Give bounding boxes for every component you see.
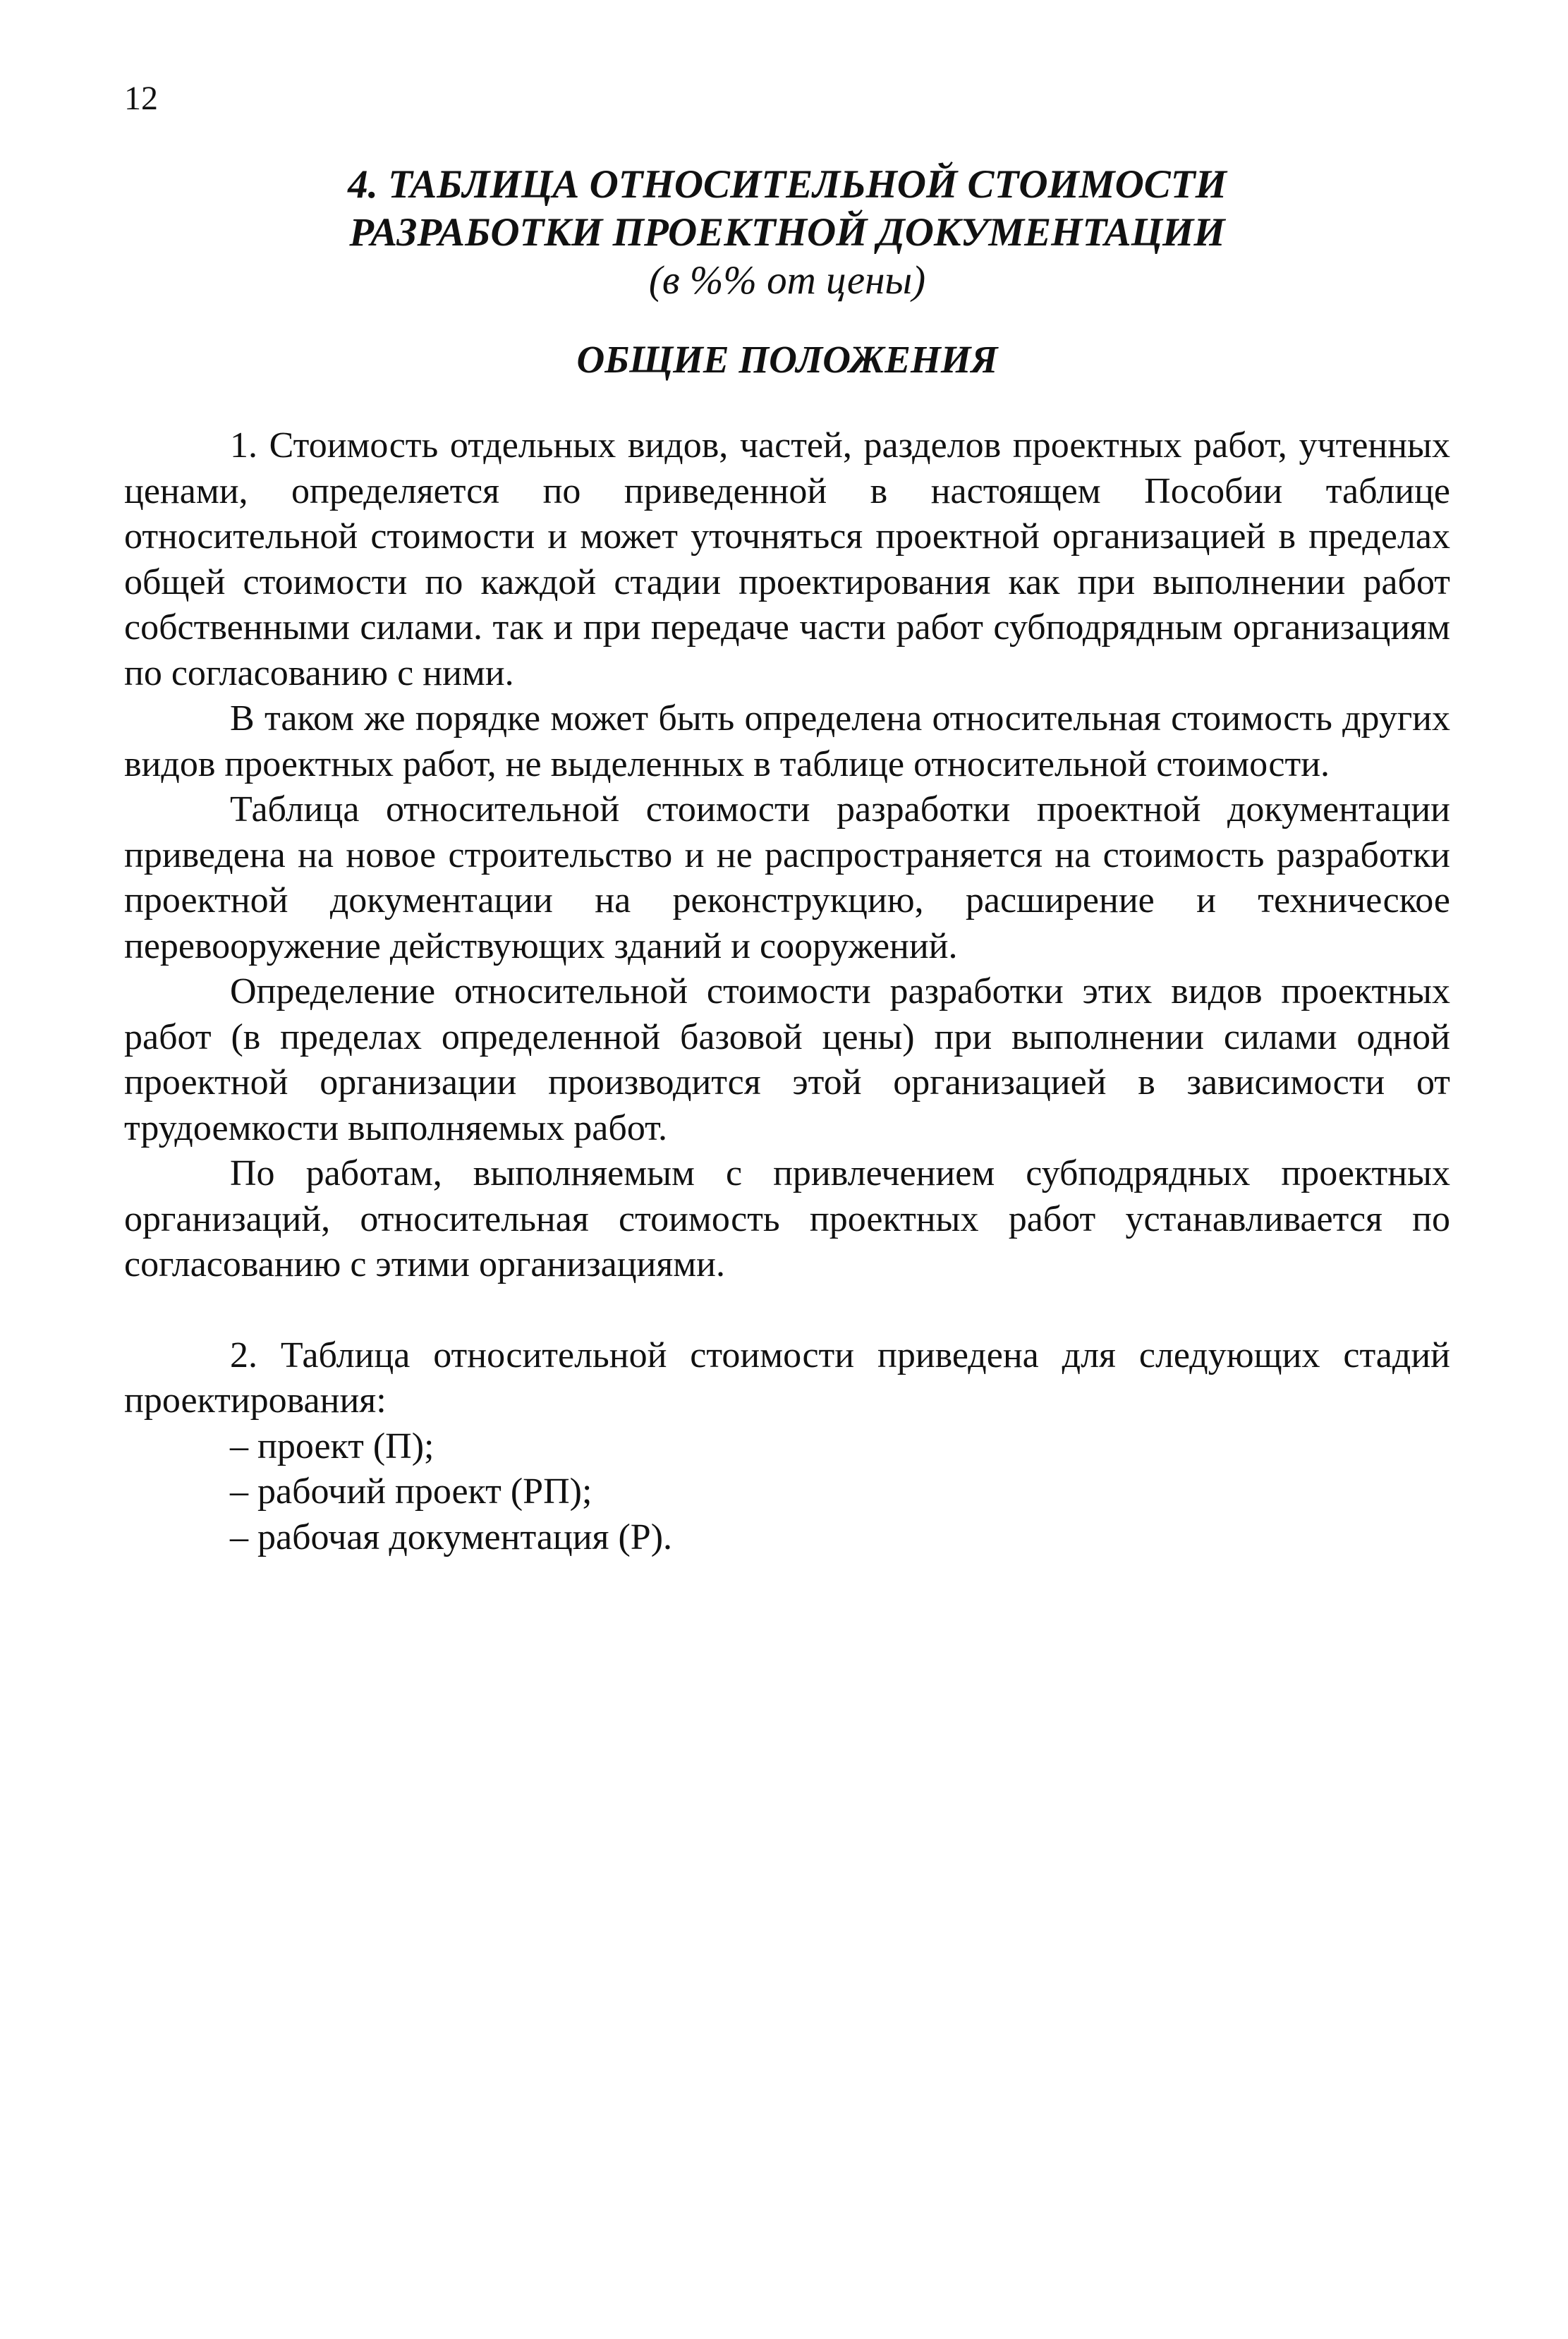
page-number: 12	[124, 80, 158, 117]
document-title	[124, 161, 1450, 305]
paragraph-4: Определение относительной стоимости разработки этих видов проектных работ (в пределах определенной базовой цены) при выполнении силами одной проектной организации производится этой организацией в зависимости от трудоемкости выполняемых работ.	[124, 971, 1450, 1148]
paragraph-5: По работам, выполняемым с привлечением субподрядных проектных организаций, относительная стоимость проектных работ устанавливается по согласованию с этими организациями.	[124, 1153, 1450, 1284]
paragraph-3: Таблица относительной стоимости разработки проектной документации приведена на новое строительство и не распространяется на стоимость разработки проектной документации на реконструкцию, расширение и техническое перевооружение действующих зданий и сооружений.	[124, 789, 1450, 966]
title-subtitle: (в %% от цены)	[648, 258, 926, 303]
list-item: – рабочая документация (Р).	[230, 1517, 673, 1557]
list-item: – проект (П);	[230, 1426, 434, 1466]
paragraph-2: В таком же порядке может быть определена относительная стоимость других видов проектных работ, не выделенных в таблице относительной стоимости.	[124, 698, 1450, 784]
section-heading: ОБЩИЕ ПОЛОЖЕНИЯ	[576, 338, 998, 381]
paragraph-1: 1. Стоимость отдельных видов, частей, разделов проектных работ, учтенных ценами, определяется по приведенной в настоящем Пособии таблице относительной стоимости и может уточняться проектной организацией в пределах общей стоимости по каждой стадии проектирования как при выполнении работ собственными силами. так и при передаче части работ субподрядным организациям по согласованию с ними.	[124, 425, 1450, 693]
list-item: – рабочий проект (РП);	[230, 1471, 592, 1512]
title-line-2: РАЗРАБОТКИ ПРОЕКТНОЙ ДОКУМЕНТАЦИИ	[349, 210, 1225, 255]
design-stages-list	[124, 1424, 1450, 1561]
document-body	[124, 423, 1450, 1560]
title-line-1: 4. ТАБЛИЦА ОТНОСИТЕЛЬНОЙ СТОИМОСТИ	[348, 162, 1227, 207]
paragraph-6: 2. Таблица относительной стоимости приведена для следующих стадий проектирования:	[124, 1335, 1450, 1421]
